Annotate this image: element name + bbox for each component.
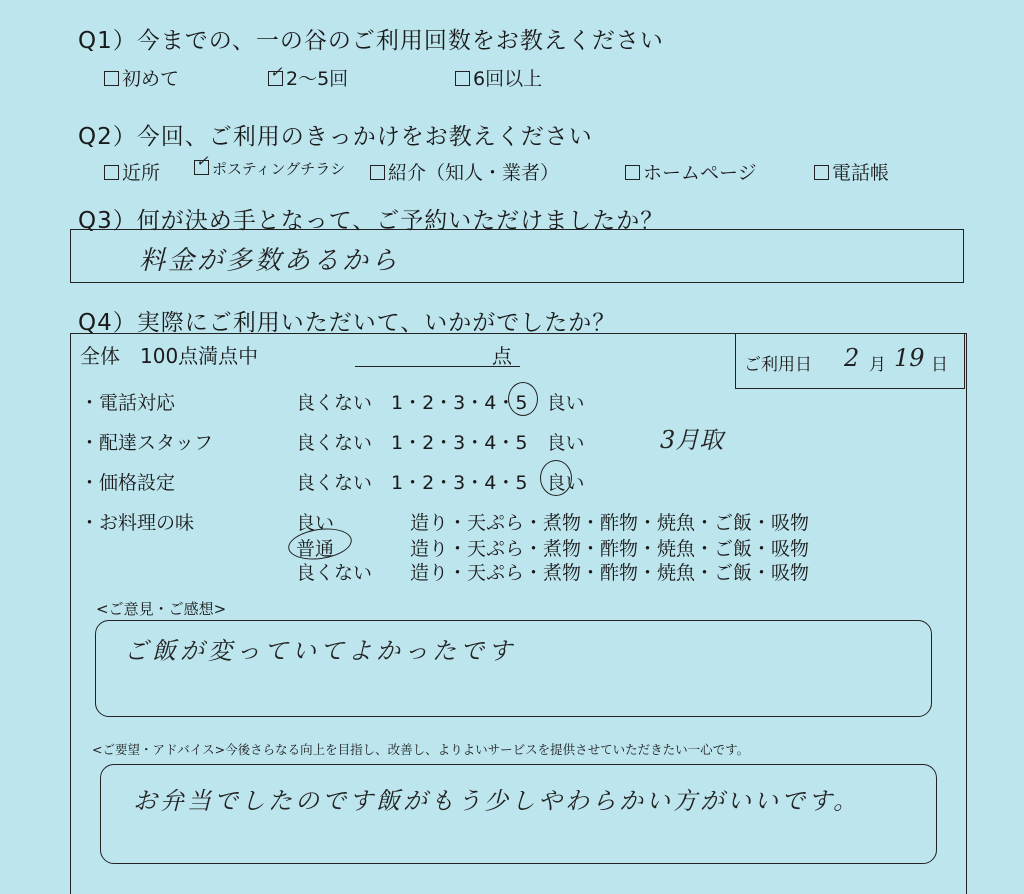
q2-option-neighborhood[interactable]: 近所 [104, 158, 160, 185]
overall-score-unit: 点 [492, 344, 512, 368]
q2-question: Q2）今回、ご利用のきっかけをお教えください [78, 124, 593, 150]
selected-rating-circle [540, 460, 572, 496]
checkmark-icon: ✓ [196, 152, 209, 170]
q1-option-first[interactable]: 初めて [104, 64, 179, 91]
q3-question: Q3）何が決め手となって、ご予約いただけましたか？ [78, 208, 665, 234]
checkbox[interactable] [370, 165, 385, 180]
taste-level-average[interactable]: 普通 [296, 538, 335, 560]
request-label: <ご要望・アドバイス>今後さらなる向上を目指し、改善し、よりよいサービスを提供させていただきたい一心です。 [92, 742, 750, 757]
rating-label-delivery: ・配達スタッフ [80, 432, 214, 454]
q3-answer-box[interactable] [70, 229, 964, 283]
checkbox[interactable] [104, 71, 119, 86]
request-box[interactable] [100, 764, 937, 864]
checkbox[interactable] [104, 165, 119, 180]
q4-question: Q4）実際にご利用いただいて、いかがでしたか？ [78, 310, 617, 336]
visit-date-month: 2 [844, 344, 860, 372]
checkmark-icon: ✓ [270, 63, 283, 81]
taste-items-bad: 造り・天ぷら・煮物・酢物・焼魚・ご飯・吸物 [410, 562, 810, 584]
q1-question: Q1）今までの、一の谷のご利用回数をお教えください [78, 28, 664, 54]
q1-option-2to5[interactable]: ✓ 2～5回 [270, 63, 349, 90]
rating-label-price: ・価格設定 [80, 472, 176, 494]
q2-option-flyer[interactable]: ✓ ポスティングチラシ [196, 152, 346, 178]
rating-scale-phone[interactable]: 良くない 1・2・3・4・5 良い [296, 392, 585, 414]
request-text: お弁当でしたのです飯がもう少しやわらかい方がいいです。 [133, 787, 861, 815]
rating-label-phone: ・電話対応 [80, 392, 176, 414]
q3-answer: 料金が多数あるから [139, 246, 401, 276]
day-unit: 日 [931, 355, 948, 375]
taste-level-good[interactable]: 良い [296, 512, 335, 534]
checkbox[interactable] [814, 165, 829, 180]
checkbox[interactable] [455, 71, 470, 86]
visit-date-label: ご利用日 [744, 355, 812, 375]
checkbox[interactable] [625, 165, 640, 180]
q2-option-referral[interactable]: 紹介（知人・業者） [370, 158, 559, 185]
rating-scale-price[interactable]: 良くない 1・2・3・4・5 良い [296, 472, 585, 494]
checkbox-checked[interactable] [194, 152, 209, 175]
q1-option-6plus[interactable]: 6回以上 [455, 64, 542, 91]
rating-scale-delivery[interactable]: 良くない 1・2・3・4・5 良い [296, 432, 585, 454]
taste-label: ・お料理の味 [80, 512, 195, 534]
taste-level-bad[interactable]: 良くない [296, 562, 373, 584]
q2-option-homepage[interactable]: ホームページ [625, 158, 757, 185]
taste-items-good: 造り・天ぷら・煮物・酢物・焼魚・ご飯・吸物 [410, 512, 810, 534]
selected-rating-circle [508, 382, 538, 416]
delivery-note: 3月取 [660, 426, 724, 454]
visit-date-day: 19 [894, 344, 925, 372]
q2-option-phonebook[interactable]: 電話帳 [814, 158, 889, 185]
checkbox-checked[interactable] [268, 63, 283, 86]
overall-score-label: 全体 100点満点中 [80, 344, 259, 368]
opinion-box[interactable] [95, 620, 932, 717]
taste-items-average: 造り・天ぷら・煮物・酢物・焼魚・ご飯・吸物 [410, 538, 810, 560]
opinion-label: <ご意見・ご感想> [96, 600, 227, 618]
opinion-text: ご飯が変っていてよかったです [124, 637, 516, 665]
visit-date-box[interactable] [735, 333, 965, 389]
month-unit: 月 [869, 355, 886, 375]
